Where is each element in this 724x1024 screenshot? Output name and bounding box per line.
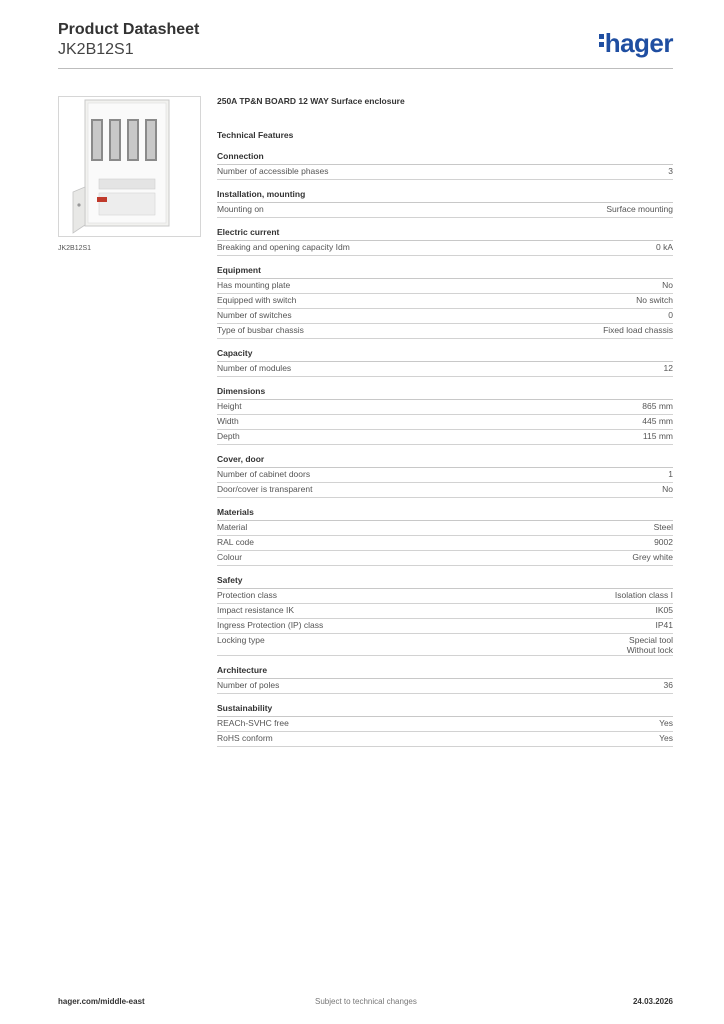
feature-value <box>656 605 674 615</box>
product-image <box>58 96 201 237</box>
feature-value-line: Special tool <box>629 635 673 645</box>
feature-value-line: 115 mm <box>642 431 673 441</box>
feature-value <box>603 325 673 335</box>
feature-group <box>217 507 673 566</box>
feature-value <box>606 204 673 214</box>
feature-row <box>217 430 673 445</box>
group-title: Safety <box>217 575 673 589</box>
feature-label: Number of cabinet doors <box>217 469 311 479</box>
feature-row <box>217 203 673 218</box>
feature-value-line: 0 kA <box>655 242 673 252</box>
feature-value <box>662 280 673 290</box>
feature-value-line: Grey white <box>632 552 673 562</box>
feature-group <box>217 151 673 180</box>
feature-label: REACh-SVHC free <box>217 718 289 728</box>
feature-label: Material <box>217 522 248 532</box>
feature-row <box>217 483 673 498</box>
page-header <box>58 20 673 59</box>
feature-value-line: No switch <box>636 295 673 305</box>
feature-label: Impact resistance IK <box>217 605 295 615</box>
feature-value <box>656 620 674 630</box>
feature-value <box>632 552 673 562</box>
feature-label: Has mounting plate <box>217 280 291 290</box>
feature-row <box>217 309 673 324</box>
feature-value-line: IK05 <box>655 605 673 615</box>
feature-group <box>217 703 673 747</box>
feature-row <box>217 400 673 415</box>
feature-label: Ingress Protection (IP) class <box>217 620 324 630</box>
feature-value <box>659 718 673 728</box>
feature-label: Door/cover is transparent <box>217 484 313 494</box>
feature-value <box>659 733 673 743</box>
feature-value-line: Steel <box>653 522 673 532</box>
feature-value <box>662 484 673 494</box>
feature-value-line: 445 mm <box>642 416 673 426</box>
feature-group <box>217 227 673 256</box>
feature-value <box>642 416 673 426</box>
feature-value-line: Without lock <box>626 645 673 655</box>
feature-label: Protection class <box>217 590 277 600</box>
feature-value <box>664 680 673 690</box>
feature-value-line: 12 <box>663 363 673 373</box>
feature-row <box>217 679 673 694</box>
feature-group <box>217 386 673 445</box>
header-divider <box>58 68 673 69</box>
group-title: Electric current <box>217 227 673 241</box>
feature-label: Colour <box>217 552 243 562</box>
feature-row <box>217 536 673 551</box>
feature-label: Type of busbar chassis <box>217 325 304 335</box>
feature-value <box>627 635 673 655</box>
feature-row <box>217 619 673 634</box>
feature-label: Number of modules <box>217 363 292 373</box>
hager-logo <box>599 28 673 59</box>
feature-value-line: No <box>662 484 673 494</box>
group-title: Cover, door <box>217 454 673 468</box>
feature-row <box>217 279 673 294</box>
group-title: Sustainability <box>217 703 673 717</box>
feature-row <box>217 324 673 339</box>
feature-value <box>654 522 673 532</box>
feature-value-line: 1 <box>668 469 673 479</box>
feature-value-line: Isolation class I <box>614 590 673 600</box>
feature-value-line: Surface mounting <box>606 204 673 214</box>
distribution-board-illustration <box>59 97 200 236</box>
feature-value-line: 0 <box>668 310 673 320</box>
feature-row <box>217 732 673 747</box>
feature-row <box>217 165 673 180</box>
feature-label: Number of poles <box>217 680 280 690</box>
feature-label: Locking type <box>217 635 265 645</box>
feature-label: Equipped with switch <box>217 295 297 305</box>
group-title: Materials <box>217 507 673 521</box>
feature-label: Mounting on <box>217 204 264 214</box>
product-reference: JK2B12S1 <box>58 41 134 58</box>
feature-value <box>636 295 673 305</box>
product-details <box>217 96 673 756</box>
feature-label: Number of switches <box>217 310 292 320</box>
feature-row <box>217 717 673 732</box>
feature-value-line: Yes <box>659 733 673 743</box>
feature-groups <box>217 151 673 747</box>
feature-value <box>615 590 673 600</box>
feature-row <box>217 415 673 430</box>
logo-colon-icon <box>599 31 605 50</box>
feature-value <box>664 363 673 373</box>
feature-value <box>656 242 673 252</box>
page-title: Product Datasheet <box>58 21 200 38</box>
footer-disclaimer: Subject to technical changes <box>315 997 417 1006</box>
feature-row <box>217 241 673 256</box>
feature-label: Height <box>217 401 242 411</box>
feature-group <box>217 265 673 339</box>
group-title: Connection <box>217 151 673 165</box>
image-caption: JK2B12S1 <box>58 245 92 252</box>
group-title: Equipment <box>217 265 673 279</box>
feature-value-line: Fixed load chassis <box>603 325 673 335</box>
feature-group <box>217 575 673 656</box>
footer-date: 24.03.2026 <box>632 997 673 1006</box>
feature-label: Breaking and opening capacity Idm <box>217 242 350 252</box>
feature-value-line: 36 <box>663 680 673 690</box>
feature-value-line: No <box>662 280 673 290</box>
feature-label: Width <box>217 416 239 426</box>
feature-value-line: 865 mm <box>642 401 673 411</box>
feature-label: RoHS conform <box>217 733 273 743</box>
feature-row <box>217 294 673 309</box>
feature-label: Number of accessible phases <box>217 166 329 176</box>
logo-text: hager <box>604 28 673 58</box>
feature-value <box>668 310 673 320</box>
feature-value-line: IP41 <box>655 620 673 630</box>
footer-website: hager.com/middle-east <box>58 997 145 1006</box>
group-title: Dimensions <box>217 386 673 400</box>
feature-group <box>217 189 673 218</box>
feature-value <box>654 537 673 547</box>
feature-value <box>668 166 673 176</box>
feature-value <box>642 401 673 411</box>
feature-row <box>217 634 673 656</box>
feature-group <box>217 454 673 498</box>
feature-value-line: 3 <box>668 166 673 176</box>
group-title: Architecture <box>217 665 673 679</box>
product-name: 250A TP&N BOARD 12 WAY Surface enclosure <box>217 96 405 106</box>
feature-value-line: Yes <box>659 718 673 728</box>
feature-value <box>643 431 673 441</box>
feature-row <box>217 551 673 566</box>
technical-features-heading: Technical Features <box>217 130 294 140</box>
feature-row <box>217 468 673 483</box>
feature-group <box>217 665 673 694</box>
group-title: Installation, mounting <box>217 189 673 203</box>
feature-label: Depth <box>217 431 240 441</box>
feature-value-line: 9002 <box>654 537 673 547</box>
feature-row <box>217 521 673 536</box>
feature-row <box>217 589 673 604</box>
feature-row <box>217 362 673 377</box>
feature-row <box>217 604 673 619</box>
group-title: Capacity <box>217 348 673 362</box>
feature-label: RAL code <box>217 537 255 547</box>
feature-group <box>217 348 673 377</box>
feature-value <box>668 469 673 479</box>
